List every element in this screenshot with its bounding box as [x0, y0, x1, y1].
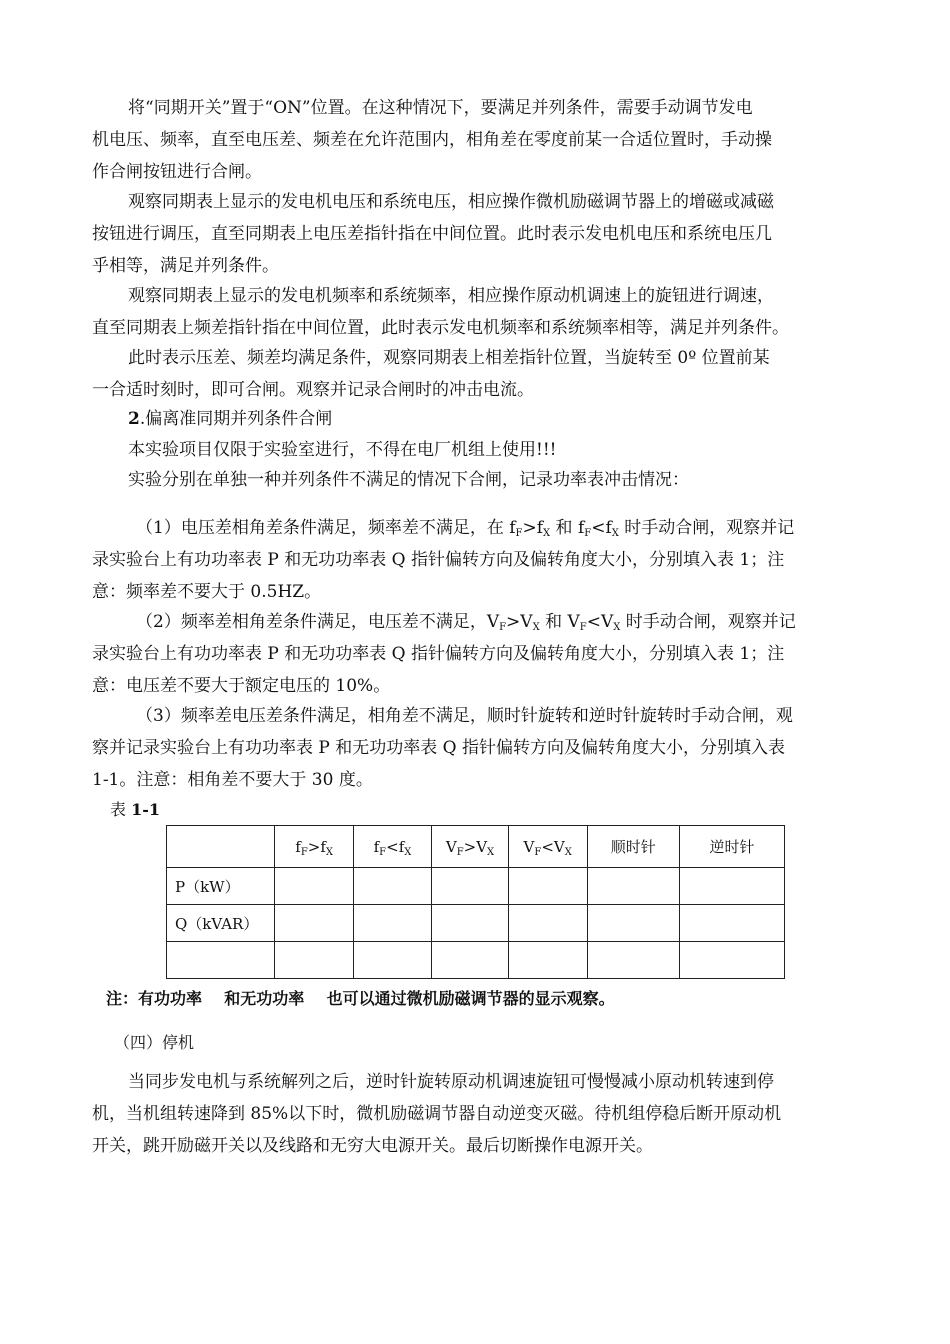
header-ff-lt-fx: $f_F<f_X$ [353, 826, 431, 868]
paragraph-case-3: （3）频率差电压差条件满足，相角差不满足，顺时针旋转和逆时针旋转时手动合闸，观 察并记录实验台上有功功率表 P 和无功功率表 Q 指针偏转方向及偏转角度大小，分别填入表 1-1。注意：相角差不要大于 30 度。 [92, 706, 793, 790]
paragraph-frequency-adjust: 观察同期表上显示的发电机频率和系统频率，相应操作原动机调速上的旋钮进行调速， 直至同期表上频差指针指在中间位置，此时表示发电机频率和系统频率相等，满足并列条件。 [92, 286, 789, 338]
section-heading-shutdown: （四）停机 [114, 1033, 195, 1052]
table-cell [679, 905, 784, 942]
table-row [167, 905, 785, 942]
paragraph-case-2: （2）频率差相角差条件满足，电压差不满足，$V_F>V_X$ 和 $V_F<V_X$ 时手动合闸，观察并记 录实验台上有功功率表 P 和无功功率表 Q 指针偏转方向及偏转角度大小，分别填入表 1；注 意：电压差不要大于额定电压的 10%。 [92, 612, 796, 696]
paragraph-lab-only: 本实验项目仅限于实验室进行，不得在电厂机组上使用!!! [128, 440, 557, 460]
table-cell [275, 868, 353, 905]
table-cell [587, 905, 679, 942]
table-cell [353, 942, 431, 979]
paragraph-closing-moment: 此时表示压差、频差均满足条件，观察同期表上相差指针位置，当旋转至 0º 位置前某 一合适时刻时，即可合闸。观察并记录合闸时的冲击电流。 [92, 348, 770, 400]
table-cell [508, 868, 587, 905]
paragraph-voltage-adjust: 观察同期表上显示的发电机电压和系统电压，相应操作微机励磁调节器上的增磁或减磁 按钮进行调压，直至同期表上电压差指针指在中间位置。此时表示发电机电压和系统电压几 乎相等，满足并列条件。 [92, 192, 774, 276]
table-cell [508, 942, 587, 979]
table-caption: 表 1-1 [110, 800, 160, 819]
table-cell [275, 942, 353, 979]
header-ff-gt-fx: $f_F>f_X$ [275, 826, 353, 868]
table-cell [587, 942, 679, 979]
paragraph-case-1: （1）电压差相角差条件满足，频率差不满足，在 $f_F>f_X$ 和 $f_F<f_X$ 时手动合闸，观察并记 录实验台上有功功率表 P 和无功功率表 Q 指针偏转方向及偏转角度大小，分别填入表 1；注 意：频率差不要大于 0.5HZ。 [92, 518, 795, 602]
table-cell [679, 942, 784, 979]
paragraph-experiment-intro: 实验分别在单独一种并列条件不满足的情况下合闸，记录功率表冲击情况： [128, 470, 689, 490]
table-row [167, 868, 785, 905]
heading-deviation-closing: 2.偏离准同期并列条件合闸 [128, 409, 333, 429]
table-cell [432, 868, 509, 905]
table-cell [432, 905, 509, 942]
table-cell [353, 905, 431, 942]
row-label-q: Q（kVAR） [167, 905, 275, 942]
row-label-p: P（kW） [167, 868, 275, 905]
table-cell [432, 942, 509, 979]
table-note: 注：有功功率 和无功功率 也可以通过微机励磁调节器的显示观察。 [106, 989, 615, 1008]
paragraph-shutdown: 当同步发电机与系统解列之后，逆时针旋转原动机调速旋钮可慢慢减小原动机转速到停 机，当机组转速降到 85%以下时，微机励磁调节器自动逆变灭磁。待机组停稳后断开原动机 开关，跳开励磁开关以及线路和无穷大电源开关。最后切断操作电源开关。 [92, 1072, 782, 1156]
paragraph-sync-switch: 将“同期开关”置于“ON”位置。在这种情况下，要满足并列条件，需要手动调节发电 机电压、频率，直至电压差、频差在允许范围内，相角差在零度前某一合适位置时，手动操 作合闸按钮进行合闸。 [92, 98, 772, 182]
header-counterclockwise: 逆时针 [679, 826, 784, 868]
header-vf-lt-vx: $V_F<V_X$ [508, 826, 587, 868]
table-cell [508, 905, 587, 942]
header-vf-gt-vx: $V_F>V_X$ [432, 826, 509, 868]
table-cell [353, 868, 431, 905]
results-table [166, 825, 785, 979]
row-label-empty [167, 942, 275, 979]
table-cell [587, 868, 679, 905]
table-header-row [167, 826, 785, 868]
table-corner-cell [167, 826, 275, 868]
header-clockwise: 顺时针 [587, 826, 679, 868]
table-cell [275, 905, 353, 942]
table-cell [679, 868, 784, 905]
table-row [167, 942, 785, 979]
